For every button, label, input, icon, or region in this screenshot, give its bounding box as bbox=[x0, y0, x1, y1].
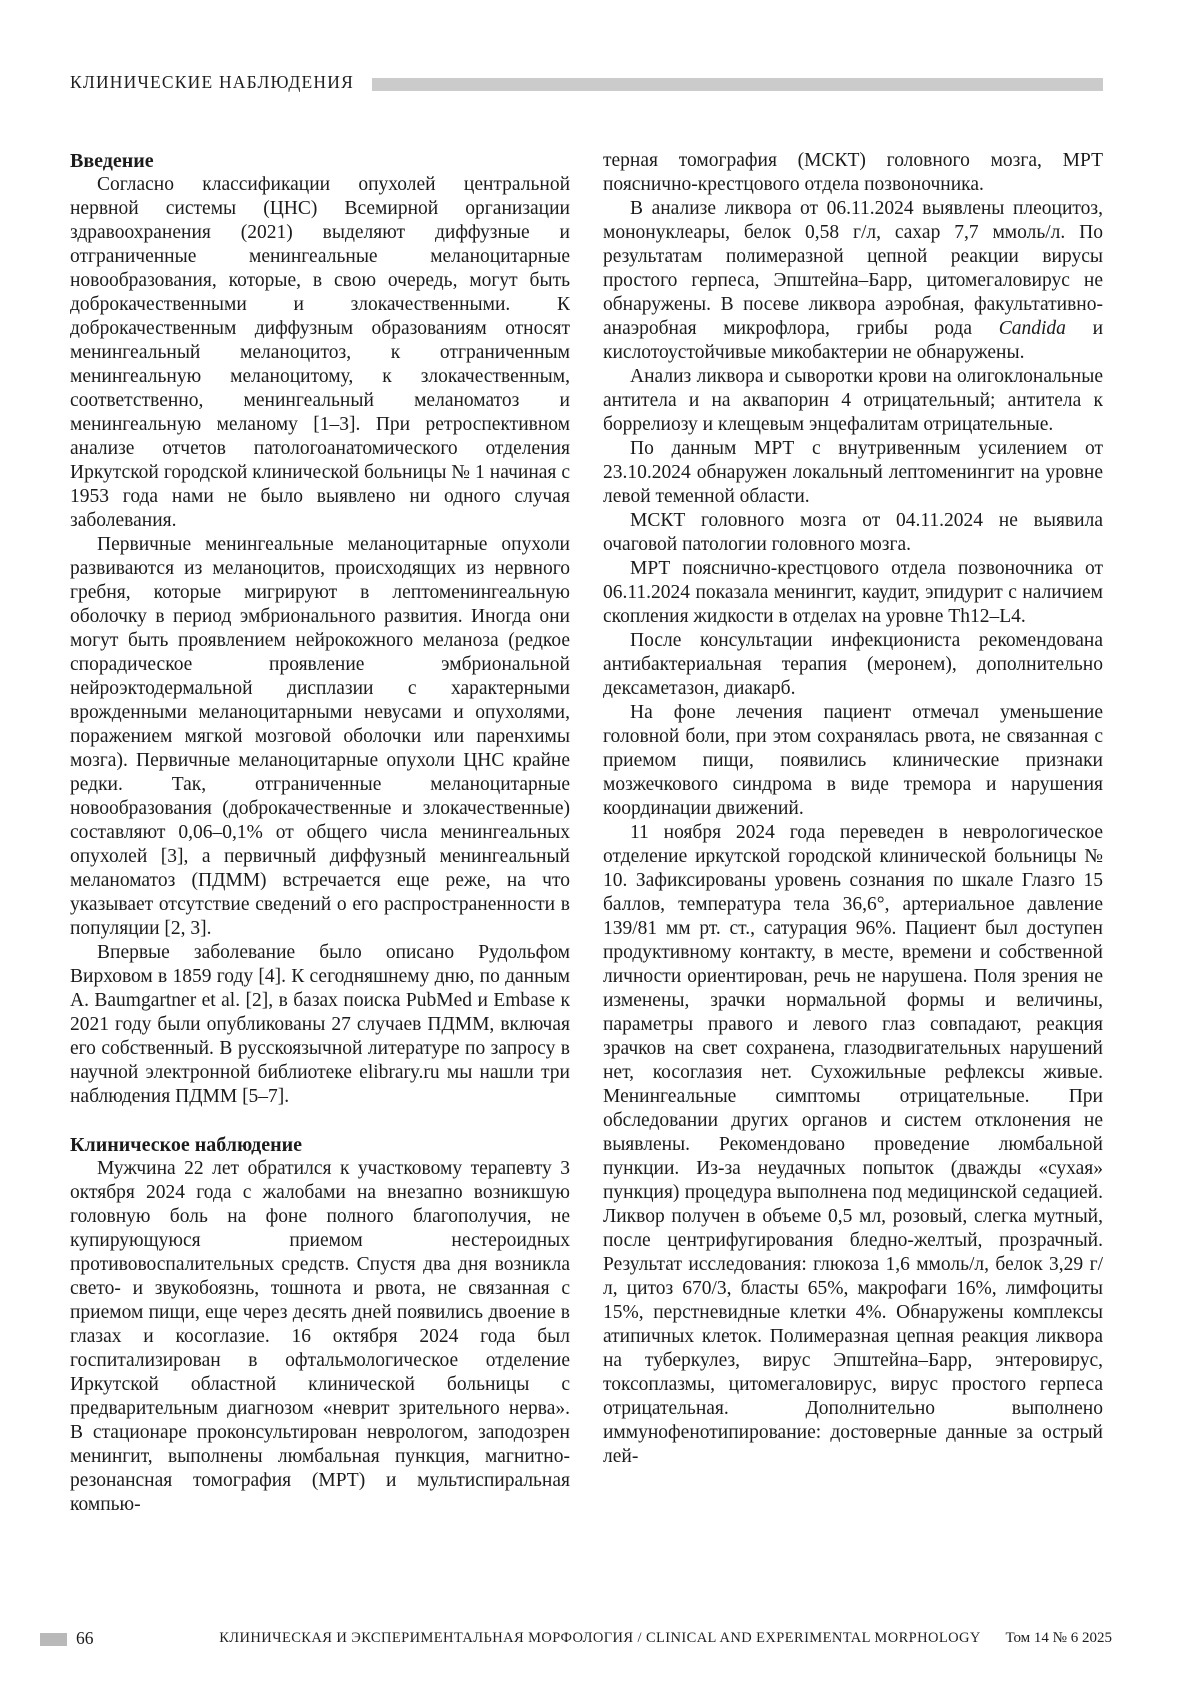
paragraph: Мужчина 22 лет обратился к участковому терапевту 3 октября 2024 года с жалобами на внезапно возникшую головную боль на фоне полного благополучия, не купирующуюся приемом нестероидных противовоспалительных средств. Спустя два дня возникла свето- и звукобоязнь, тошнота и рвота, не связанная с приемом пищи, еще через десять дней появились двоение в глазах и косоглазие. 16 октября 2024 года был госпитализирован в офтальмологическое отделение Иркутской областной клинической больницы с предварительным диагнозом «неврит зрительного нерва». В стационаре проконсультирован неврологом, заподозрен менингит, выполнены люмбальная пункция, магнитно-резонансная томография (МРТ) и мультиспиральная компью- bbox=[70, 1158, 570, 1515]
paragraph: На фоне лечения пациент отмечал уменьшение головной боли, при этом сохранялась рвота, не связанная с приемом пищи, появились клинические признаки мозжечкового синдрома в виде тремора и нарушения координации движений. bbox=[603, 702, 1103, 819]
paragraph: Анализ ликвора и сыворотки крови на олигоклональные антитела и на аквапорин 4 отрицательный; антитела к боррелиозу и клещевым энцефалитам отрицательные. bbox=[603, 366, 1103, 435]
page-footer bbox=[0, 1628, 1200, 1654]
left-column bbox=[70, 149, 570, 1517]
paragraph: Согласно классификации опухолей центральной нервной системы (ЦНС) Всемирной организации здравоохранения (2021) выделяют диффузные и отграниченные менингеальные меланоцитарные новообразования, которые, в свою очередь, могут быть доброкачественными и злокачественными. К доброкачественным диффузным образованиям относят менингеальный меланоцитоз, к отграниченным менингеальную меланоцитому, к злокачественным, соответственно, менингеальный меланоматоз и менингеальную меланому [1–3]. При ретроспективном анализе отчетов патологоанатомического отделения Иркутской городской клинической больницы № 1 начиная с 1953 года нами не было выявлено ни одного случая заболевания. bbox=[70, 174, 570, 531]
paragraph: Впервые заболевание было описано Рудольфом Вирховом в 1859 году [4]. К сегодняшнему дню, по данным A. Baumgartner et al. [2], в базах поиска PubMed и Embase к 2021 году были опубликованы 27 случаев ПДММ, включая его собственный. В русскоязычной литературе по запросу в научной электронной библиотеке elibrary.ru мы нашли три наблюдения ПДММ [5–7]. bbox=[70, 942, 570, 1107]
volume-info: Том 14 № 6 2025 bbox=[1005, 1630, 1112, 1646]
paragraph: терная томография (МСКТ) головного мозга, МРТ пояснично-крестцового отдела позвоночника. bbox=[603, 150, 1103, 195]
section-heading: Введение bbox=[70, 150, 154, 172]
paragraph: По данным МРТ с внутривенным усилением от 23.10.2024 обнаружен локальный лептоменингит на уровне левой теменной области. bbox=[603, 438, 1103, 507]
running-head bbox=[70, 72, 1103, 93]
article-body bbox=[70, 149, 1103, 1517]
paragraph: Первичные менингеальные меланоцитарные опухоли развиваются из меланоцитов, происходящих из нервного гребня, которые мигрируют в лептоменингеальную оболочку в период эмбрионального развития. Иногда они могут быть проявлением нейрокожного меланоза (редкое спорадическое проявление эмбриональной нейроэктодермальной дисплазии с характерными врожденными меланоцитарными невусами и опухолями, поражением мягкой мозговой оболочки или паренхимы мозга). Первичные меланоцитарные опухоли ЦНС крайне редки. Так, отграниченные меланоцитарные новообразования (доброкачественные и злокачественные) составляют 0,06–0,1% от общего числа менингеальных опухолей [3], а первичный диффузный менингеальный меланоматоз (ПДММ) встречается еще реже, на что указывает отсутствие сведений о его распространенности в популяции [2, 3]. bbox=[70, 534, 570, 939]
page-number: 66 bbox=[76, 1628, 94, 1648]
right-column bbox=[603, 149, 1103, 1517]
paragraph: 11 ноября 2024 года переведен в неврологическое отделение иркутской городской клинической больницы № 10. Зафиксированы уровень сознания по шкале Глазго 15 баллов, температура тела 36,6°, артериальное давление 139/81 мм рт. ст., сатурация 96%. Пациент был доступен продуктивному контакту, в месте, времени и собственной личности ориентирован, речь не нарушена. Поля зрения не изменены, зрачки нормальной формы и величины, параметры правого и левого глаз совпадают, реакция зрачков на свет сохранена, глазодвигательных нарушений нет, косоглазия нет. Сухожильные рефлексы живые. Менингеальные симптомы отрицательные. При обследовании других органов и систем отклонения не выявлены. Рекомендовано проведение люмбальной пункции. Из-за неудачных попыток (дважды «сухая» пункция) процедура выполнена под медицинской седацией. Ликвор получен в объеме 0,5 мл, розовый, слегка мутный, после центрифугирования бледно-желтый, прозрачный. Результат исследования: глюкоза 1,6 ммоль/л, белок 3,29 г/л, цитоз 670/3, бласты 65%, макрофаги 16%, лимфоциты 15%, перстневидные клетки 4%. Обнаружены комплексы атипичных клеток. Полимеразная цепная реакция ликвора на туберкулез, вирус Эпштейна–Барр, энтеровирус, токсоплазмы, цитомегаловирус, вирус простого герпеса отрицательная. Дополнительно выполнено иммунофенотипирование: достоверные данные за острый лей- bbox=[603, 822, 1103, 1467]
paragraph: После консультации инфекциониста рекомендована антибактериальная терапия (меронем), дополнительно дексаметазон, диакарб. bbox=[603, 630, 1103, 699]
section-label: КЛИНИЧЕСКИЕ НАБЛЮДЕНИЯ bbox=[70, 72, 354, 92]
header-bar bbox=[372, 78, 1103, 91]
paragraph: МСКТ головного мозга от 04.11.2024 не выявила очаговой патологии головного мозга. bbox=[603, 510, 1103, 555]
journal-title: КЛИНИЧЕСКАЯ И ЭКСПЕРИМЕНТАЛЬНАЯ МОРФОЛОГИЯ / CLINICAL AND EXPERIMENTAL MORPHOLOGY bbox=[219, 1630, 981, 1646]
paragraph: В анализе ликвора от 06.11.2024 выявлены плеоцитоз, мононуклеары, белок 0,58 г/л, сахар 7,7 ммоль/л. По результатам полимеразной цепной реакции вирусы простого герпеса, Эпштейна–Барр, цитомегаловирус не обнаружены. В посеве ликвора аэробная, факультативно-анаэробная микрофлора, грибы рода Candida и кислотоустойчивые микобактерии не обнаружены. bbox=[603, 198, 1104, 363]
paragraph: МРТ пояснично-крестцового отдела позвоночника от 06.11.2024 показала менингит, каудит, эпидурит с наличием скопления жидкости в отделах на уровне Th12–L4. bbox=[603, 558, 1103, 627]
section-heading: Клиническое наблюдение bbox=[70, 1134, 303, 1156]
